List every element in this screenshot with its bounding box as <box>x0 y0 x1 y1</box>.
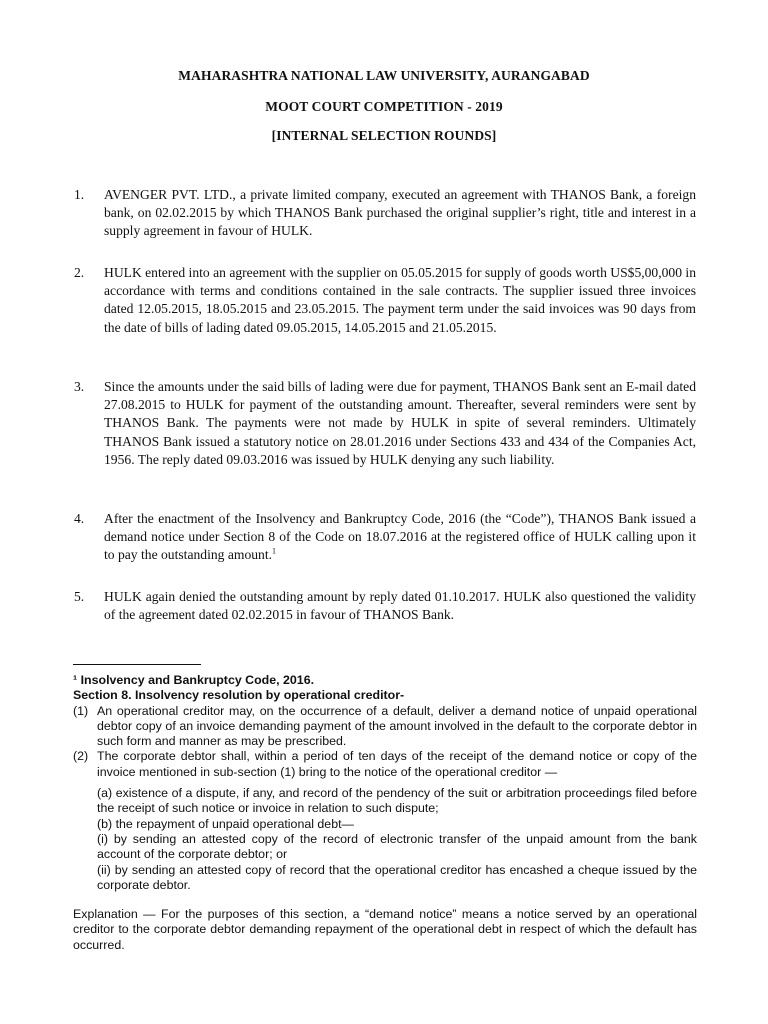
footnote-section: Section 8. Insolvency resolution by operational creditor- <box>73 688 405 703</box>
paragraph-4 <box>74 510 696 565</box>
paragraph-number: 1. <box>74 187 85 202</box>
item-text: An operational creditor may, on the occurrence of a default, deliver a demand notice of unpaid operational debtor copy of an invoice demanding payment of the amount involved in the default to the corporate debtor in such form and manner as may be prescribed. <box>97 703 697 749</box>
footnote-sub-a: (a) existence of a dispute, if any, and record of the pendency of the suit or arbitration proceedings filed before the receipt of such notice or invoice in relation to such dispute; <box>97 786 697 816</box>
paragraph-text <box>104 510 696 565</box>
item-label: (2) <box>73 749 89 764</box>
paragraph-number: 4. <box>74 511 85 526</box>
paragraph-number: 3. <box>74 379 85 394</box>
paragraph-5 <box>74 588 696 624</box>
footnote-divider <box>73 664 201 665</box>
footnote-sub-i: (i) by sending an attested copy of the record of electronic transfer of the unpaid amount from the bank account of the corporate debtor; or <box>97 831 697 862</box>
paragraph-number: 5. <box>74 589 85 604</box>
footnote-item-2 <box>73 749 697 780</box>
university-title: MAHARASHTRA NATIONAL LAW UNIVERSITY, AURANGABAD <box>178 68 590 83</box>
paragraph-text: HULK again denied the outstanding amount by reply dated 01.10.2017. HULK also questioned the validity of the agreement dated 02.02.2015 in favour of THANOS Bank. <box>104 589 696 623</box>
footnote <box>73 673 697 953</box>
paragraph-text: Since the amounts under the said bills of lading were due for payment, THANOS Bank sent an E-mail dated 27.08.2015 to HULK for payment of the outstanding amount. Thereafter, several reminders were sent by THANOS Bank. The payments were not made by HULK in spite of several reminders. Ultimately THANOS Bank issued a statutory notice on 28.01.2016 under Sections 433 and 434 of the Companies Act, 1956. The reply dated 09.03.2016 was issued by HULK denying any such liability. <box>104 379 696 467</box>
paragraph-body: After the enactment of the Insolvency and Bankruptcy Code, 2016 (the “Code”), THANOS Bank issued a demand notice under Section 8 of the Code on 18.07.2016 at the registered office of HULK calling upon it to pay the outstanding amount. <box>104 511 696 563</box>
item-text: The corporate debtor shall, within a period of ten days of the receipt of the demand notice or copy of the invoice mentioned in sub-section (1) bring to the notice of the operational creditor — <box>97 749 697 779</box>
footnote-reference[interactable]: 1 <box>272 546 277 556</box>
paragraph-number: 2. <box>74 265 85 280</box>
paragraph-1 <box>74 186 696 241</box>
paragraph-text: HULK entered into an agreement with the supplier on 05.05.2015 for supply of goods worth US$5,00,000 in accordance with terms and conditions contained in the sale contracts. The supplier issued three invoices dated 12.05.2015, 18.05.2015 and 23.05.2015. The payment term under the said invoices was 90 days from the date of bills of lading dated 09.05.2015, 14.05.2015 and 21.05.2015. <box>104 265 696 335</box>
paragraph-2 <box>74 264 696 337</box>
paragraph-text: AVENGER PVT. LTD., a private limited company, executed an agreement with THANOS Bank, a foreign bank, on 02.02.2015 by which THANOS Bank purchased the original supplier’s right, title and interest in a supply agreement in favour of HULK. <box>104 187 696 239</box>
footnote-sub-ii: (ii) by sending an attested copy of record that the operational creditor has encashed a cheque issued by the corporate debtor. <box>97 862 697 892</box>
round-title: [INTERNAL SELECTION ROUNDS] <box>271 128 497 143</box>
footnote-sub-b: (b) the repayment of unpaid operational debt— <box>97 816 354 831</box>
paragraph-3 <box>74 378 696 469</box>
competition-title: MOOT COURT COMPETITION - 2019 <box>265 99 503 114</box>
footnote-title-line <box>73 673 697 688</box>
footnote-title: Insolvency and Bankruptcy Code, 2016. <box>80 673 315 687</box>
footnote-marker: ¹ <box>73 673 78 687</box>
item-label: (1) <box>73 703 89 718</box>
footnote-explanation: Explanation — For the purposes of this section, a “demand notice” means a notice served by an operational creditor to the corporate debtor demanding repayment of the operational debt in respect of which the default has occurred. <box>73 907 697 952</box>
footnote-item-1 <box>73 704 697 750</box>
